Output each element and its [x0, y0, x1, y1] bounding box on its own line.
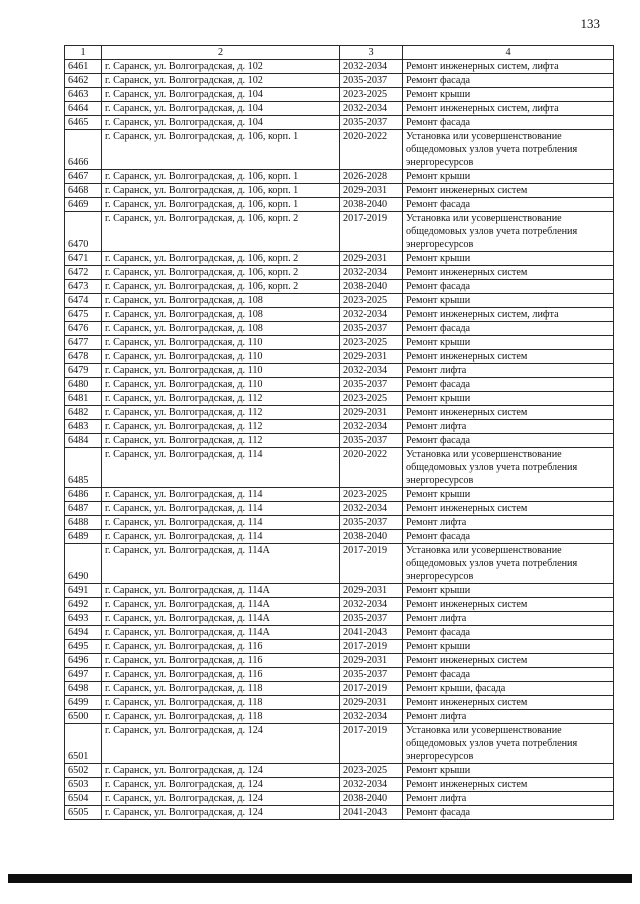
- period-cell: 2017-2019: [340, 212, 403, 252]
- table-row: [65, 266, 614, 280]
- address-cell: г. Саранск, ул. Волгоградская, д. 102: [102, 74, 340, 88]
- address-cell: г. Саранск, ул. Волгоградская, д. 114: [102, 502, 340, 516]
- address-cell: г. Саранск, ул. Волгоградская, д. 108: [102, 294, 340, 308]
- work-type-cell: Ремонт инженерных систем: [403, 184, 614, 198]
- table-row: [65, 406, 614, 420]
- table-row: [65, 502, 614, 516]
- address-cell: г. Саранск, ул. Волгоградская, д. 114А: [102, 544, 340, 584]
- period-cell: 2035-2037: [340, 516, 403, 530]
- period-cell: 2038-2040: [340, 198, 403, 212]
- period-cell: 2023-2025: [340, 488, 403, 502]
- table-row: [65, 184, 614, 198]
- row-number: 6474: [65, 294, 102, 308]
- table-row: [65, 764, 614, 778]
- address-cell: г. Саранск, ул. Волгоградская, д. 124: [102, 806, 340, 820]
- row-number: 6491: [65, 584, 102, 598]
- table-row: [65, 378, 614, 392]
- table-row: [65, 516, 614, 530]
- period-cell: 2032-2034: [340, 266, 403, 280]
- period-cell: 2029-2031: [340, 252, 403, 266]
- work-type-cell: Ремонт инженерных систем: [403, 598, 614, 612]
- work-type-cell: Ремонт фасада: [403, 530, 614, 544]
- period-cell: 2035-2037: [340, 116, 403, 130]
- period-cell: 2032-2034: [340, 778, 403, 792]
- work-type-cell: Ремонт крыши: [403, 252, 614, 266]
- row-number: 6463: [65, 88, 102, 102]
- address-cell: г. Саранск, ул. Волгоградская, д. 106, корп. 1: [102, 184, 340, 198]
- period-cell: 2032-2034: [340, 102, 403, 116]
- address-cell: г. Саранск, ул. Волгоградская, д. 106, корп. 1: [102, 170, 340, 184]
- work-type-cell: Ремонт инженерных систем, лифта: [403, 102, 614, 116]
- period-cell: 2020-2022: [340, 130, 403, 170]
- row-number: 6476: [65, 322, 102, 336]
- work-type-cell: Ремонт крыши: [403, 88, 614, 102]
- header-col-2: 2: [102, 46, 340, 60]
- address-cell: г. Саранск, ул. Волгоградская, д. 106, корп. 2: [102, 280, 340, 294]
- period-cell: 2035-2037: [340, 612, 403, 626]
- row-number: 6494: [65, 626, 102, 640]
- address-cell: г. Саранск, ул. Волгоградская, д. 114: [102, 488, 340, 502]
- table-row: [65, 350, 614, 364]
- period-cell: 2029-2031: [340, 350, 403, 364]
- row-number: 6462: [65, 74, 102, 88]
- header-col-3: 3: [340, 46, 403, 60]
- row-number: 6478: [65, 350, 102, 364]
- row-number: 6492: [65, 598, 102, 612]
- table-row: [65, 584, 614, 598]
- period-cell: 2017-2019: [340, 640, 403, 654]
- work-type-cell: Ремонт инженерных систем, лифта: [403, 308, 614, 322]
- table-row: [65, 392, 614, 406]
- header-col-4: 4: [403, 46, 614, 60]
- table-row: [65, 612, 614, 626]
- work-type-cell: Ремонт инженерных систем: [403, 696, 614, 710]
- period-cell: 2032-2034: [340, 420, 403, 434]
- address-cell: г. Саранск, ул. Волгоградская, д. 106, корп. 2: [102, 212, 340, 252]
- table-row: [65, 668, 614, 682]
- row-number: 6479: [65, 364, 102, 378]
- row-number: 6466: [65, 130, 102, 170]
- work-type-cell: Ремонт инженерных систем, лифта: [403, 60, 614, 74]
- period-cell: 2029-2031: [340, 184, 403, 198]
- table-row: [65, 448, 614, 488]
- table-row: [65, 434, 614, 448]
- work-type-cell: Ремонт фасада: [403, 626, 614, 640]
- table-row: [65, 778, 614, 792]
- table-row: [65, 488, 614, 502]
- work-type-cell: Установка или усовершенствование общедомовых узлов учета потребления энергоресурсов: [403, 724, 614, 764]
- table-row: [65, 530, 614, 544]
- period-cell: 2035-2037: [340, 322, 403, 336]
- address-cell: г. Саранск, ул. Волгоградская, д. 110: [102, 336, 340, 350]
- period-cell: 2038-2040: [340, 280, 403, 294]
- table-body: [65, 60, 614, 820]
- row-number: 6498: [65, 682, 102, 696]
- row-number: 6484: [65, 434, 102, 448]
- header-row: [65, 46, 614, 60]
- period-cell: 2020-2022: [340, 448, 403, 488]
- address-cell: г. Саранск, ул. Волгоградская, д. 114: [102, 530, 340, 544]
- address-cell: г. Саранск, ул. Волгоградская, д. 110: [102, 378, 340, 392]
- work-type-cell: Установка или усовершенствование общедомовых узлов учета потребления энергоресурсов: [403, 448, 614, 488]
- row-number: 6461: [65, 60, 102, 74]
- row-number: 6495: [65, 640, 102, 654]
- period-cell: 2023-2025: [340, 336, 403, 350]
- work-type-cell: Ремонт фасада: [403, 74, 614, 88]
- period-cell: 2038-2040: [340, 530, 403, 544]
- table-row: [65, 336, 614, 350]
- table-row: [65, 102, 614, 116]
- address-cell: г. Саранск, ул. Волгоградская, д. 108: [102, 322, 340, 336]
- table-row: [65, 280, 614, 294]
- work-type-cell: Ремонт крыши: [403, 488, 614, 502]
- work-type-cell: Ремонт фасада: [403, 378, 614, 392]
- work-type-cell: Ремонт крыши: [403, 294, 614, 308]
- address-cell: г. Саранск, ул. Волгоградская, д. 108: [102, 308, 340, 322]
- table-row: [65, 654, 614, 668]
- work-type-cell: Ремонт крыши: [403, 640, 614, 654]
- address-cell: г. Саранск, ул. Волгоградская, д. 114А: [102, 584, 340, 598]
- row-number: 6477: [65, 336, 102, 350]
- row-number: 6493: [65, 612, 102, 626]
- address-cell: г. Саранск, ул. Волгоградская, д. 112: [102, 406, 340, 420]
- table-row: [65, 792, 614, 806]
- period-cell: 2023-2025: [340, 88, 403, 102]
- address-cell: г. Саранск, ул. Волгоградская, д. 114: [102, 516, 340, 530]
- address-cell: г. Саранск, ул. Волгоградская, д. 124: [102, 724, 340, 764]
- period-cell: 2038-2040: [340, 792, 403, 806]
- row-number: 6480: [65, 378, 102, 392]
- address-cell: г. Саранск, ул. Волгоградская, д. 124: [102, 764, 340, 778]
- work-type-cell: Ремонт крыши: [403, 170, 614, 184]
- address-cell: г. Саранск, ул. Волгоградская, д. 114А: [102, 626, 340, 640]
- bottom-scan-rule: [8, 874, 632, 883]
- header-col-1: 1: [65, 46, 102, 60]
- work-type-cell: Установка или усовершенствование общедомовых узлов учета потребления энергоресурсов: [403, 130, 614, 170]
- period-cell: 2029-2031: [340, 654, 403, 668]
- address-cell: г. Саранск, ул. Волгоградская, д. 114: [102, 448, 340, 488]
- row-number: 6500: [65, 710, 102, 724]
- address-cell: г. Саранск, ул. Волгоградская, д. 124: [102, 792, 340, 806]
- period-cell: 2029-2031: [340, 696, 403, 710]
- table-row: [65, 322, 614, 336]
- period-cell: 2035-2037: [340, 74, 403, 88]
- work-type-cell: Ремонт лифта: [403, 364, 614, 378]
- row-number: 6503: [65, 778, 102, 792]
- address-cell: г. Саранск, ул. Волгоградская, д. 110: [102, 364, 340, 378]
- work-type-cell: Ремонт крыши: [403, 584, 614, 598]
- row-number: 6501: [65, 724, 102, 764]
- work-type-cell: Ремонт фасада: [403, 668, 614, 682]
- table-row: [65, 710, 614, 724]
- address-cell: г. Саранск, ул. Волгоградская, д. 112: [102, 434, 340, 448]
- table-row: [65, 170, 614, 184]
- row-number: 6490: [65, 544, 102, 584]
- table-row: [65, 294, 614, 308]
- period-cell: 2026-2028: [340, 170, 403, 184]
- address-cell: г. Саранск, ул. Волгоградская, д. 124: [102, 778, 340, 792]
- address-cell: г. Саранск, ул. Волгоградская, д. 114А: [102, 598, 340, 612]
- table-row: [65, 60, 614, 74]
- address-cell: г. Саранск, ул. Волгоградская, д. 116: [102, 654, 340, 668]
- row-number: 6496: [65, 654, 102, 668]
- table-row: [65, 724, 614, 764]
- period-cell: 2017-2019: [340, 682, 403, 696]
- work-type-cell: Ремонт крыши: [403, 764, 614, 778]
- row-number: 6464: [65, 102, 102, 116]
- table-header: [65, 46, 614, 60]
- work-type-cell: Ремонт лифта: [403, 420, 614, 434]
- work-type-cell: Установка или усовершенствование общедомовых узлов учета потребления энергоресурсов: [403, 212, 614, 252]
- work-schedule-table: [64, 45, 614, 820]
- address-cell: г. Саранск, ул. Волгоградская, д. 118: [102, 682, 340, 696]
- work-type-cell: Ремонт лифта: [403, 710, 614, 724]
- address-cell: г. Саранск, ул. Волгоградская, д. 118: [102, 710, 340, 724]
- work-type-cell: Ремонт фасада: [403, 280, 614, 294]
- row-number: 6497: [65, 668, 102, 682]
- table-row: [65, 212, 614, 252]
- row-number: 6467: [65, 170, 102, 184]
- work-type-cell: Ремонт фасада: [403, 434, 614, 448]
- address-cell: г. Саранск, ул. Волгоградская, д. 114А: [102, 612, 340, 626]
- row-number: 6468: [65, 184, 102, 198]
- table-row: [65, 544, 614, 584]
- row-number: 6499: [65, 696, 102, 710]
- period-cell: 2035-2037: [340, 434, 403, 448]
- address-cell: г. Саранск, ул. Волгоградская, д. 104: [102, 116, 340, 130]
- table-row: [65, 696, 614, 710]
- period-cell: 2032-2034: [340, 364, 403, 378]
- work-type-cell: Ремонт инженерных систем: [403, 778, 614, 792]
- period-cell: 2035-2037: [340, 378, 403, 392]
- address-cell: г. Саранск, ул. Волгоградская, д. 116: [102, 668, 340, 682]
- row-number: 6469: [65, 198, 102, 212]
- period-cell: 2023-2025: [340, 392, 403, 406]
- work-type-cell: Ремонт крыши: [403, 336, 614, 350]
- row-number: 6485: [65, 448, 102, 488]
- work-type-cell: Ремонт фасада: [403, 116, 614, 130]
- row-number: 6472: [65, 266, 102, 280]
- table-row: [65, 626, 614, 640]
- table-row: [65, 806, 614, 820]
- period-cell: 2023-2025: [340, 294, 403, 308]
- address-cell: г. Саранск, ул. Волгоградская, д. 118: [102, 696, 340, 710]
- period-cell: 2023-2025: [340, 764, 403, 778]
- work-type-cell: Ремонт фасада: [403, 322, 614, 336]
- period-cell: 2041-2043: [340, 626, 403, 640]
- row-number: 6486: [65, 488, 102, 502]
- work-type-cell: Ремонт инженерных систем: [403, 502, 614, 516]
- address-cell: г. Саранск, ул. Волгоградская, д. 106, корп. 1: [102, 130, 340, 170]
- address-cell: г. Саранск, ул. Волгоградская, д. 106, корп. 1: [102, 198, 340, 212]
- table-row: [65, 198, 614, 212]
- page-number: 133: [580, 16, 600, 31]
- work-type-cell: Ремонт инженерных систем: [403, 266, 614, 280]
- work-type-cell: Ремонт лифта: [403, 792, 614, 806]
- row-number: 6483: [65, 420, 102, 434]
- row-number: 6502: [65, 764, 102, 778]
- row-number: 6488: [65, 516, 102, 530]
- period-cell: 2029-2031: [340, 584, 403, 598]
- row-number: 6475: [65, 308, 102, 322]
- table-row: [65, 640, 614, 654]
- row-number: 6465: [65, 116, 102, 130]
- row-number: 6504: [65, 792, 102, 806]
- period-cell: 2029-2031: [340, 406, 403, 420]
- address-cell: г. Саранск, ул. Волгоградская, д. 110: [102, 350, 340, 364]
- address-cell: г. Саранск, ул. Волгоградская, д. 116: [102, 640, 340, 654]
- period-cell: 2032-2034: [340, 502, 403, 516]
- work-type-cell: Ремонт фасада: [403, 198, 614, 212]
- work-type-cell: Ремонт лифта: [403, 612, 614, 626]
- work-type-cell: Установка или усовершенствование общедомовых узлов учета потребления энергоресурсов: [403, 544, 614, 584]
- row-number: 6487: [65, 502, 102, 516]
- work-type-cell: Ремонт инженерных систем: [403, 406, 614, 420]
- work-type-cell: Ремонт фасада: [403, 806, 614, 820]
- table-row: [65, 420, 614, 434]
- table-row: [65, 364, 614, 378]
- period-cell: 2035-2037: [340, 668, 403, 682]
- address-cell: г. Саранск, ул. Волгоградская, д. 106, корп. 2: [102, 252, 340, 266]
- table-row: [65, 74, 614, 88]
- table-row: [65, 88, 614, 102]
- address-cell: г. Саранск, ул. Волгоградская, д. 102: [102, 60, 340, 74]
- table-row: [65, 308, 614, 322]
- row-number: 6489: [65, 530, 102, 544]
- row-number: 6473: [65, 280, 102, 294]
- row-number: 6505: [65, 806, 102, 820]
- row-number: 6470: [65, 212, 102, 252]
- address-cell: г. Саранск, ул. Волгоградская, д. 104: [102, 102, 340, 116]
- period-cell: 2032-2034: [340, 60, 403, 74]
- table-row: [65, 130, 614, 170]
- period-cell: 2032-2034: [340, 598, 403, 612]
- row-number: 6482: [65, 406, 102, 420]
- work-type-cell: Ремонт лифта: [403, 516, 614, 530]
- table-row: [65, 116, 614, 130]
- work-type-cell: Ремонт крыши, фасада: [403, 682, 614, 696]
- period-cell: 2032-2034: [340, 308, 403, 322]
- period-cell: 2032-2034: [340, 710, 403, 724]
- table-row: [65, 252, 614, 266]
- row-number: 6471: [65, 252, 102, 266]
- table-row: [65, 682, 614, 696]
- address-cell: г. Саранск, ул. Волгоградская, д. 106, корп. 2: [102, 266, 340, 280]
- period-cell: 2017-2019: [340, 724, 403, 764]
- address-cell: г. Саранск, ул. Волгоградская, д. 112: [102, 392, 340, 406]
- row-number: 6481: [65, 392, 102, 406]
- period-cell: 2041-2043: [340, 806, 403, 820]
- period-cell: 2017-2019: [340, 544, 403, 584]
- address-cell: г. Саранск, ул. Волгоградская, д. 112: [102, 420, 340, 434]
- address-cell: г. Саранск, ул. Волгоградская, д. 104: [102, 88, 340, 102]
- work-type-cell: Ремонт крыши: [403, 392, 614, 406]
- work-type-cell: Ремонт инженерных систем: [403, 350, 614, 364]
- table-row: [65, 598, 614, 612]
- work-type-cell: Ремонт инженерных систем: [403, 654, 614, 668]
